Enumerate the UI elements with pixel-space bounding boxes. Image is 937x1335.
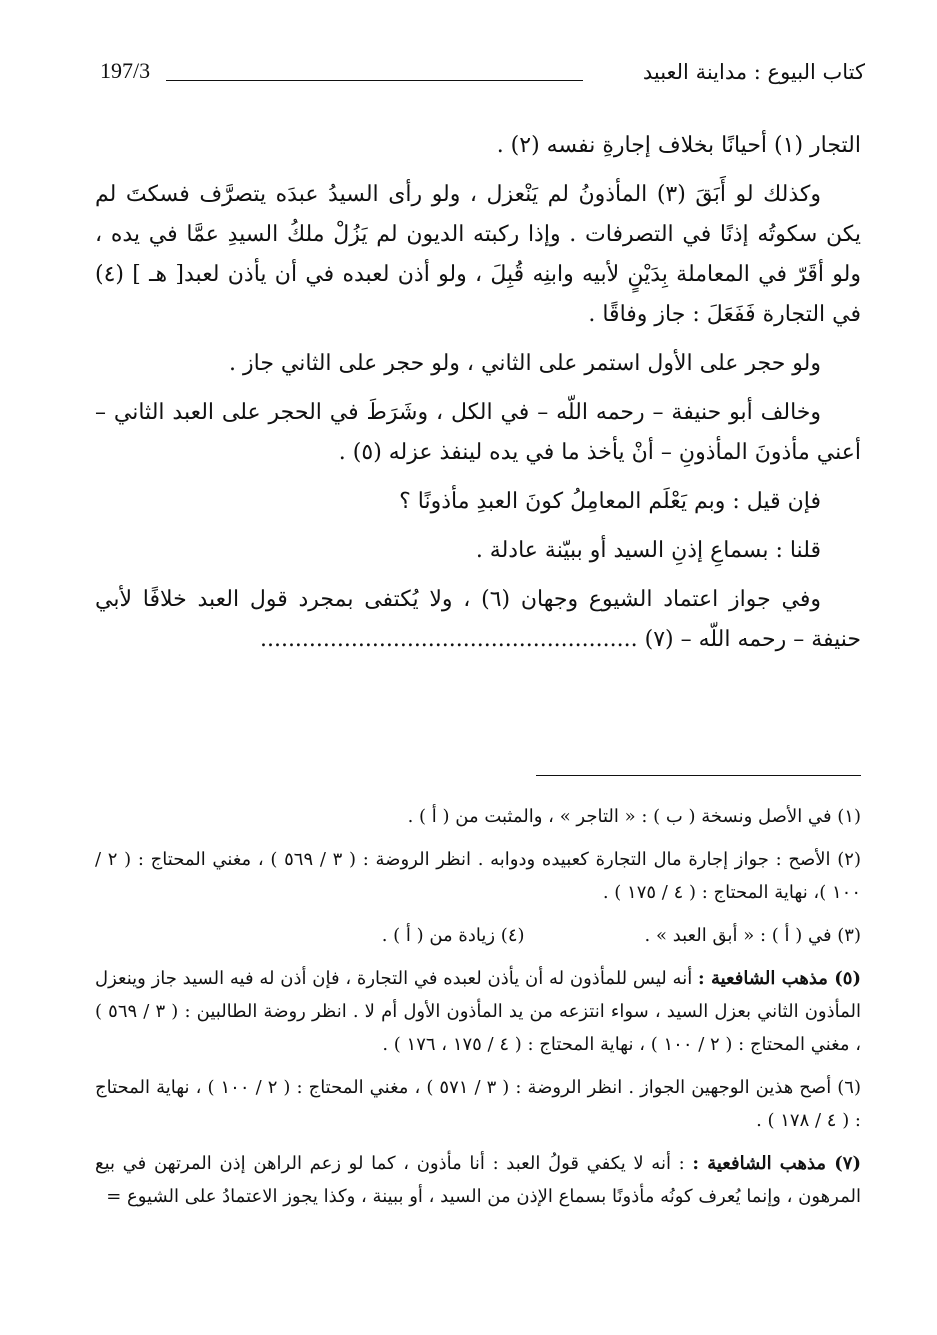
footnote-1: (١) في الأصل ونسخة ( ب ) : « التاجر » ، والمثبت من ( أ ) . — [407, 806, 861, 827]
footnote-6: (٦) أصح هذين الوجهين الجواز . انظر الروضة : ( ٣ / ٥٧١ ) ، مغني المحتاج : ( ٢ / ١٠٠ ) ، نهاية المحتاج : ( ٤ / ١٧٨ ) . — [95, 1077, 861, 1131]
footnote-5 — [95, 962, 861, 1061]
footnotes — [95, 800, 861, 1223]
paragraph-3: ولو حجر على الأول استمر على الثاني ، ولو حجر على الثاني جاز . — [229, 351, 821, 376]
paragraph-5: فإن قيل : وبم يَعْلَم المعامِلُ كونَ العبدِ مأذونًا ؟ — [399, 489, 821, 514]
header-rule — [166, 80, 583, 81]
running-header — [100, 58, 865, 94]
paragraph-4: وخالف أبو حنيفة – رحمه اللّه – في الكل ، وشَرَطَ في الحجر على العبد الثاني – أعني مأذونَ المأذونِ – أنْ يأخذ ما في يده لينفذ عزله (٥) . — [95, 400, 861, 465]
paragraph-6: قلنا : بسماعِ إذنِ السيد أو ببيّنة عادلة . — [475, 538, 821, 563]
chapter-title: كتاب البيوع : مداينة العبيد — [642, 60, 865, 84]
footnote-5-text: أنه ليس للمأذون له أن يأذن لعبده في التجارة ، فإن أذن له فيه السيد جاز وينعزل المأذون الثاني بعزل السيد ، سواء انتزعه من يد المأذون الأول أم لا . انظر روضة الطالبين : ( ٣ / ٥٦٩ ) ، مغني المحتاج : ( ٢ / ١٠٠ ) ، نهاية المحتاج : ( ٤ / ١٧٥ ، ١٧٦ ) . — [95, 968, 861, 1055]
footnote-7-label: (٧) مذهب الشافعية : — [692, 1153, 861, 1174]
footnote-separator — [536, 775, 861, 776]
paragraph-1: التجار (١) أحيانًا بخلاف إجارةِ نفسه (٢) . — [496, 133, 861, 158]
footnote-4: (٤) زيادة من ( أ ) . — [381, 925, 525, 946]
paragraph-2: وكذلك لو أَبَقَ (٣) المأذونُ لم يَنْعزل ، ولو رأى السيدُ عبدَه يتصرَّف فسكتَ لم يكن سكوتُه إذنًا في التصرفات . وإذا ركبته الديون لم يَزُلْ ملكُ السيدِ عمَّا في يده ، ولو أقَرّ في المعاملة بِدَيْنٍ لأبيه وابنِه قُبِلَ ، ولو أذن لعبده في أن يأذن لعبد[ هـ ] (٤) في التجارة فَفَعَلَ : جاز وفاقًا . — [95, 182, 861, 327]
footnote-5-label: (٥) مذهب الشافعية : — [698, 968, 861, 989]
main-text — [95, 126, 861, 669]
footnote-7-text: : أنه لا يكفي قولُ العبد : أنا مأذون ، كما لو زعم الراهن إذن المرتهن في بيع المرهون ، وإنما يُعرف كونُه مأذونًا بسماع الإذن من السيد ، أو ببينة ، وكذا يجوز الاعتمادُ على الشيوع = — [95, 1153, 861, 1207]
paragraph-7: وفي جواز اعتماد الشيوع وجهان (٦) ، ولا يُكتفى بمجرد قول العبد خلافًا لأبي حنيفة – رحمه اللّه – (٧) ...................................................... — [95, 587, 861, 652]
footnote-2: (٢) الأصح : جواز إجارة مال التجارة كعبيده ودوابه . انظر الروضة : ( ٣ / ٥٦٩ ) ، مغني المحتاج : ( ٢ / ١٠٠ )، نهاية المحتاج : ( ٤ / ١٧٥ ) . — [95, 849, 861, 903]
footnote-row-3-4 — [95, 919, 861, 952]
footnote-3: (٣) في ( أ ) : « أبق العبد » . — [644, 925, 861, 946]
footnote-7 — [95, 1147, 861, 1213]
page-number: 197/3 — [100, 58, 151, 83]
